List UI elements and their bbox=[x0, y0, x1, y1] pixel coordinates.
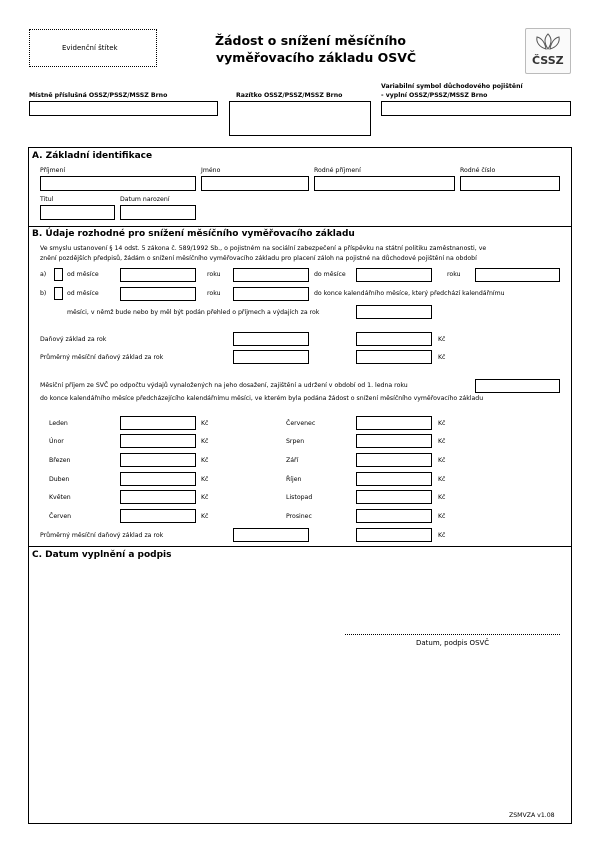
avg-tax-base-bottom-year-field[interactable] bbox=[233, 528, 309, 542]
month-currency-srpen: Kč bbox=[438, 438, 446, 445]
avg-tax-base-year-field[interactable] bbox=[233, 350, 309, 364]
surname-field[interactable] bbox=[40, 176, 196, 191]
month-label-leden: Leden bbox=[49, 420, 68, 427]
row-b-year-label: roku bbox=[207, 290, 221, 297]
section-b-intro-line2: znění pozdějších předpisů, žádám o snížení měsíčního vyměřovacího základu pro placení záloh na pojistné na důchodové pojištění na období bbox=[40, 255, 477, 262]
row-b-to-end-text: do konce kalendářního měsíce, který předchází kalendářnímu bbox=[314, 290, 505, 297]
form-code: ZSMVZA v1.08 bbox=[509, 812, 555, 819]
month-currency-brezen: Kč bbox=[201, 457, 209, 464]
month-label-brezen: Březen bbox=[49, 457, 71, 464]
varsym-label-line1: Variabilní symbol důchodového pojištění bbox=[381, 83, 523, 90]
cssz-logo bbox=[525, 28, 571, 74]
varsym-field[interactable] bbox=[381, 101, 571, 116]
row-a-year-field[interactable] bbox=[233, 268, 309, 282]
avg-tax-base-amount-field[interactable] bbox=[356, 350, 432, 364]
section-a-title: A. Základní identifikace bbox=[32, 151, 153, 161]
varsym-label-line2: - vyplní OSSZ/PSSZ/MSSZ Brno bbox=[381, 92, 488, 99]
row-a-to-year-field[interactable] bbox=[475, 268, 560, 282]
degree-field[interactable] bbox=[40, 205, 115, 220]
signature-line[interactable] bbox=[345, 634, 560, 635]
tax-base-year-field[interactable] bbox=[233, 332, 309, 346]
birth-surname-label: Rodné příjmení bbox=[314, 167, 361, 174]
stamp-label: Razítko OSSZ/PSSZ/MSSZ Brno bbox=[236, 92, 343, 99]
office-label: Místně příslušná OSSZ/PSSZ/MSSZ Brno bbox=[29, 92, 168, 99]
row-b-letter: b) bbox=[40, 290, 47, 297]
form-title-line2: vyměřovacího základu OSVČ bbox=[216, 50, 417, 65]
month-field-cervenec[interactable] bbox=[356, 416, 432, 430]
month-label-zari: Září bbox=[286, 457, 299, 464]
month-currency-zari: Kč bbox=[438, 457, 446, 464]
birth-date-label: Datum narození bbox=[120, 196, 170, 203]
stamp-field[interactable] bbox=[229, 101, 371, 136]
month-currency-listopad: Kč bbox=[438, 494, 446, 501]
section-c-title: C. Datum vyplnění a podpis bbox=[32, 550, 172, 560]
month-field-rijen[interactable] bbox=[356, 472, 432, 486]
month-currency-prosinec: Kč bbox=[438, 513, 446, 520]
tax-base-amount-field[interactable] bbox=[356, 332, 432, 346]
row-a-year-label: roku bbox=[207, 271, 221, 278]
degree-label: Titul bbox=[40, 196, 54, 203]
row-a-letter: a) bbox=[40, 271, 47, 278]
month-field-cerven[interactable] bbox=[120, 509, 196, 523]
row-b-to-end-text2: měsíci, v němž bude nebo by měl být podán přehled o příjmech a výdajích za rok bbox=[67, 309, 320, 316]
row-a-from-month-field[interactable] bbox=[120, 268, 196, 282]
form-title-line1: Žádost o snížení měsíčního bbox=[215, 33, 406, 48]
cssz-flower-icon bbox=[526, 31, 570, 53]
month-field-duben[interactable] bbox=[120, 472, 196, 486]
signature-label: Datum, podpis OSVČ bbox=[416, 639, 490, 647]
avg-tax-base-currency: Kč bbox=[438, 354, 446, 361]
row-b-year-field[interactable] bbox=[233, 287, 309, 301]
month-label-srpen: Srpen bbox=[286, 438, 305, 445]
month-currency-unor: Kč bbox=[201, 438, 209, 445]
avg-tax-base-bottom-currency: Kč bbox=[438, 532, 446, 539]
avg-tax-base-bottom-amount-field[interactable] bbox=[356, 528, 432, 542]
month-field-kveten[interactable] bbox=[120, 490, 196, 504]
month-field-srpen[interactable] bbox=[356, 434, 432, 448]
income-text-line1: Měsíční příjem ze SVČ po odpočtu výdajů vynaložených na jeho dosažení, zajištění a udržení v období od 1. ledna roku bbox=[40, 382, 408, 389]
surname-label: Příjmení bbox=[40, 167, 66, 174]
month-field-brezen[interactable] bbox=[120, 453, 196, 467]
month-label-rijen: Říjen bbox=[286, 476, 302, 483]
row-a-checkbox[interactable] bbox=[54, 268, 63, 281]
divider-a-b bbox=[28, 226, 572, 227]
tax-base-currency: Kč bbox=[438, 336, 446, 343]
month-label-cervenec: Červenec bbox=[286, 420, 316, 427]
month-currency-cerven: Kč bbox=[201, 513, 209, 520]
name-field[interactable] bbox=[201, 176, 309, 191]
month-label-prosinec: Prosinec bbox=[286, 513, 312, 520]
month-label-duben: Duben bbox=[49, 476, 70, 483]
birth-number-label: Rodné číslo bbox=[460, 167, 496, 174]
month-label-unor: Únor bbox=[49, 438, 64, 445]
row-a-from-month-label: od měsíce bbox=[67, 271, 99, 278]
income-year-field[interactable] bbox=[475, 379, 560, 393]
cssz-logo-text: ČSSZ bbox=[532, 54, 564, 67]
row-a-to-year-label: roku bbox=[447, 271, 461, 278]
month-field-leden[interactable] bbox=[120, 416, 196, 430]
month-field-zari[interactable] bbox=[356, 453, 432, 467]
month-label-listopad: Listopad bbox=[286, 494, 313, 501]
section-b-intro-line1: Ve smyslu ustanovení § 14 odst. 5 zákona č. 589/1992 Sb., o pojistném na sociální zabezpečení a příspěvku na státní politiku zaměstnanosti, ve bbox=[40, 245, 487, 252]
month-field-unor[interactable] bbox=[120, 434, 196, 448]
month-currency-cervenec: Kč bbox=[438, 420, 446, 427]
avg-tax-base-label: Průměrný měsíční daňový základ za rok bbox=[40, 354, 164, 361]
month-label-cerven: Červen bbox=[49, 513, 72, 520]
row-a-to-month-label: do měsíce bbox=[314, 271, 346, 278]
evidence-sticker-label: Evidenční štítek bbox=[62, 44, 118, 52]
tax-base-label: Daňový základ za rok bbox=[40, 336, 107, 343]
month-field-prosinec[interactable] bbox=[356, 509, 432, 523]
birth-date-field[interactable] bbox=[120, 205, 196, 220]
office-field[interactable] bbox=[29, 101, 218, 116]
row-b-from-month-label: od měsíce bbox=[67, 290, 99, 297]
name-label: Jméno bbox=[201, 167, 221, 174]
row-b-report-year-field[interactable] bbox=[356, 305, 432, 319]
divider-b-c bbox=[28, 546, 572, 547]
month-currency-leden: Kč bbox=[201, 420, 209, 427]
birth-surname-field[interactable] bbox=[314, 176, 455, 191]
row-b-checkbox[interactable] bbox=[54, 287, 63, 300]
row-a-to-month-field[interactable] bbox=[356, 268, 432, 282]
month-currency-duben: Kč bbox=[201, 476, 209, 483]
birth-number-field[interactable] bbox=[460, 176, 560, 191]
avg-tax-base-bottom-label: Průměrný měsíční daňový základ za rok bbox=[40, 532, 164, 539]
month-label-kveten: Květen bbox=[49, 494, 71, 501]
row-b-from-month-field[interactable] bbox=[120, 287, 196, 301]
income-text-line2: do konce kalendářního měsíce předcházejícího kalendářnímu měsíci, ve kterém byla podána žádost o snížení měsíčního vyměřovacího základu bbox=[40, 395, 484, 402]
section-b-title: B. Údaje rozhodné pro snížení měsíčního vyměřovacího základu bbox=[32, 229, 355, 239]
month-currency-kveten: Kč bbox=[201, 494, 209, 501]
month-field-listopad[interactable] bbox=[356, 490, 432, 504]
month-currency-rijen: Kč bbox=[438, 476, 446, 483]
